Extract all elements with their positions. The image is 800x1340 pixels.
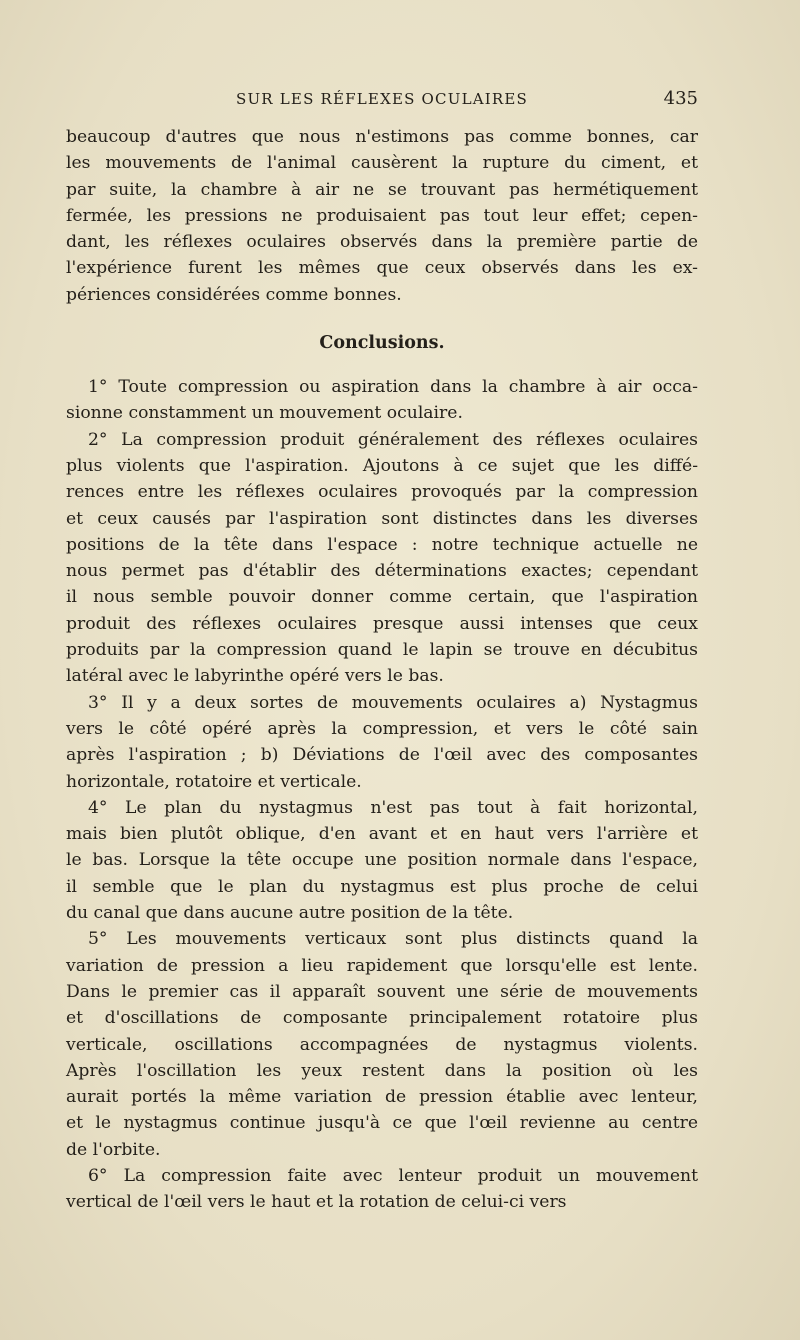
text-line: Après l'oscillation les yeux restent dans la position où les	[66, 1060, 698, 1081]
conclusions-list	[66, 374, 698, 1216]
text-line: 3° Il y a deux sortes de mouvements oculaires a) Nystagmus	[88, 692, 698, 713]
text-line: horizontale, rotatoire et verticale.	[66, 771, 362, 792]
text-line: il semble que le plan du nystagmus est plus proche de celui	[66, 876, 698, 897]
text-line: par suite, la chambre à air ne se trouvant pas hermétiquement	[66, 179, 698, 200]
text-line: 5° Les mouvements verticaux sont plus distincts quand la	[88, 929, 698, 950]
section-heading: Conclusions.	[319, 333, 445, 354]
running-title: SUR LES RÉFLEXES OCULAIRES	[235, 90, 529, 108]
text-line: aurait portés la même variation de pression établie avec lenteur,	[66, 1087, 698, 1108]
text-line: les mouvements de l'animal causèrent la rupture du ciment, et	[66, 153, 698, 174]
text-line: produit des réflexes oculaires presque aussi intenses que ceux	[66, 613, 698, 634]
text-line: vers le côté opéré après la compression, et vers le côté sain	[66, 718, 698, 739]
text-line: il nous semble pouvoir donner comme certain, que l'aspiration	[66, 587, 698, 608]
text-line: 1° Toute compression ou aspiration dans la chambre à air occa-	[88, 377, 698, 398]
text-line: mais bien plutôt oblique, d'en avant et en haut vers l'arrière et	[66, 824, 698, 845]
text-line: nous permet pas d'établir des déterminations exactes; cependant	[66, 561, 698, 582]
text-line: et ceux causés par l'aspiration sont distinctes dans les diverses	[66, 508, 698, 529]
text-line: 4° Le plan du nystagmus n'est pas tout à fait horizontal,	[88, 797, 698, 818]
text-line: et d'oscillations de composante principalement rotatoire plus	[66, 1008, 698, 1029]
text-line: vertical de l'œil vers le haut et la rotation de celui-ci vers	[66, 1192, 567, 1213]
text-line: latéral avec le labyrinthe opéré vers le bas.	[66, 666, 444, 687]
text-line: fermée, les pressions ne produisaient pas tout leur effet; cepen-	[66, 205, 698, 226]
text-line: 2° La compression produit généralement des réflexes oculaires	[88, 429, 698, 450]
text-line: rences entre les réflexes oculaires provoqués par la compression	[66, 482, 698, 503]
text-line: du canal que dans aucune autre position de la tête.	[66, 903, 514, 924]
text-line: plus violents que l'aspiration. Ajoutons à ce sujet que les diffé-	[66, 455, 698, 476]
intro-paragraph	[66, 124, 698, 308]
text-line: dant, les réflexes oculaires observés dans la première partie de	[66, 232, 698, 253]
text-line: sionne constamment un mouvement oculaire.	[66, 403, 463, 424]
text-line: verticale, oscillations accompagnées de nystagmus violents.	[66, 1034, 698, 1055]
page-number: 435	[663, 88, 698, 109]
text-line: produits par la compression quand le lapin se trouve en décubitus	[66, 640, 698, 661]
text-line: l'expérience furent les mêmes que ceux observés dans les ex-	[66, 258, 698, 279]
text-line: périences considérées comme bonnes.	[66, 284, 402, 305]
text-line: le bas. Lorsque la tête occupe une position normale dans l'espace,	[66, 850, 698, 871]
text-line: variation de pression a lieu rapidement que lorsqu'elle est lente.	[66, 955, 698, 976]
page-body	[66, 124, 698, 1216]
text-line: beaucoup d'autres que nous n'estimons pas comme bonnes, car	[66, 127, 698, 147]
running-header	[66, 88, 698, 112]
text-line: Dans le premier cas il apparaît souvent une série de mouvements	[66, 981, 698, 1002]
text-line: après l'aspiration ; b) Déviations de l'œil avec des composantes	[66, 745, 698, 766]
text-line: de l'orbite.	[66, 1139, 161, 1160]
text-line: 6° La compression faite avec lenteur produit un mouvement	[88, 1165, 698, 1186]
text-line: positions de la tête dans l'espace : notre technique actuelle ne	[66, 534, 698, 555]
text-line: et le nystagmus continue jusqu'à ce que l'œil revienne au centre	[66, 1113, 698, 1134]
